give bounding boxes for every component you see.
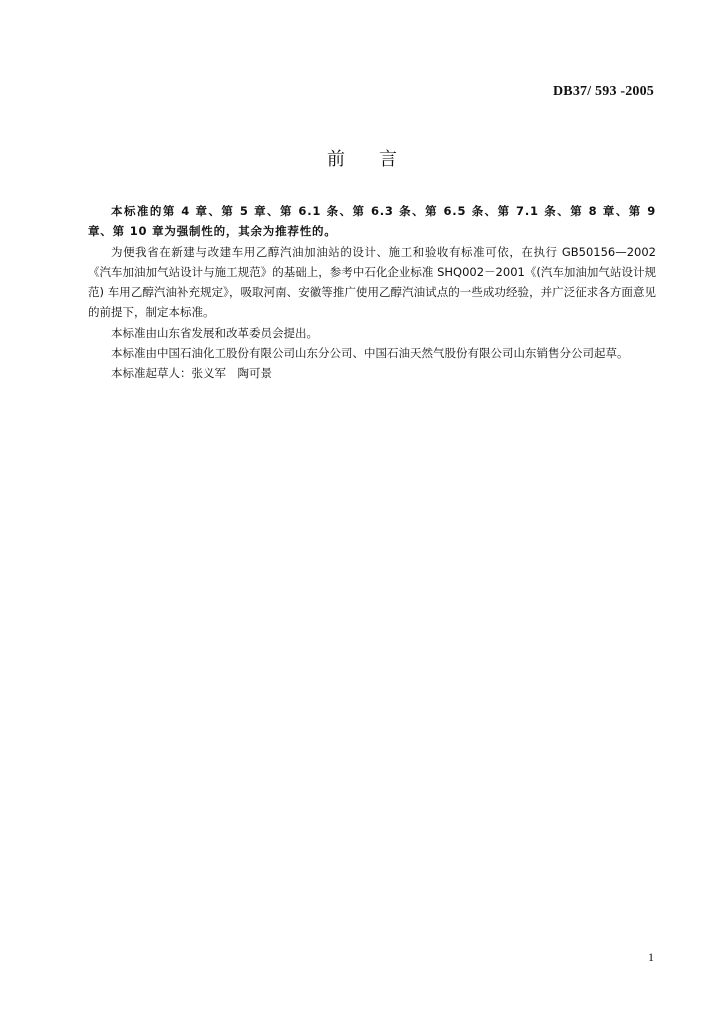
page-title: 前言 — [327, 149, 431, 170]
paragraph-drafters: 本标准起草人：张义军 陶可景 — [111, 366, 272, 381]
page-number: 1 — [648, 950, 654, 964]
foreword-body — [88, 201, 656, 384]
paragraph-proposer: 本标准由山东省发展和改革委员会提出。 — [111, 325, 318, 340]
paragraph-mandatory-clauses: 本标准的第 4 章、第 5 章、第 6.1 条、第 6.3 条、第 6.5 条、第 7.1 条、第 8 章、第 9 章、第 10 章为强制性的，其余为推荐性的。 — [88, 204, 656, 239]
paragraph-drafting-units: 本标准由中国石油化工股份有限公司山东分公司、中国石油天然气股份有限公司山东销售分公司起草。 — [111, 346, 629, 361]
paragraph-purpose: 为便我省在新建与改建车用乙醇汽油加油站的设计、施工和验收有标准可依，在执行 GB50156—2002《汽车加油加气站设计与施工规范》的基础上，参考中石化企业标准 SHQ002－2001《(汽车加油加气站设计规范) 车用乙醇汽油补充规定》，吸取河南、安徽等推广使用乙醇汽油试点的一些成功经验，并广泛征求各方面意见的前提下，制定本标准。 — [88, 244, 656, 320]
document-code: DB37/ 593 -2005 — [553, 84, 654, 99]
